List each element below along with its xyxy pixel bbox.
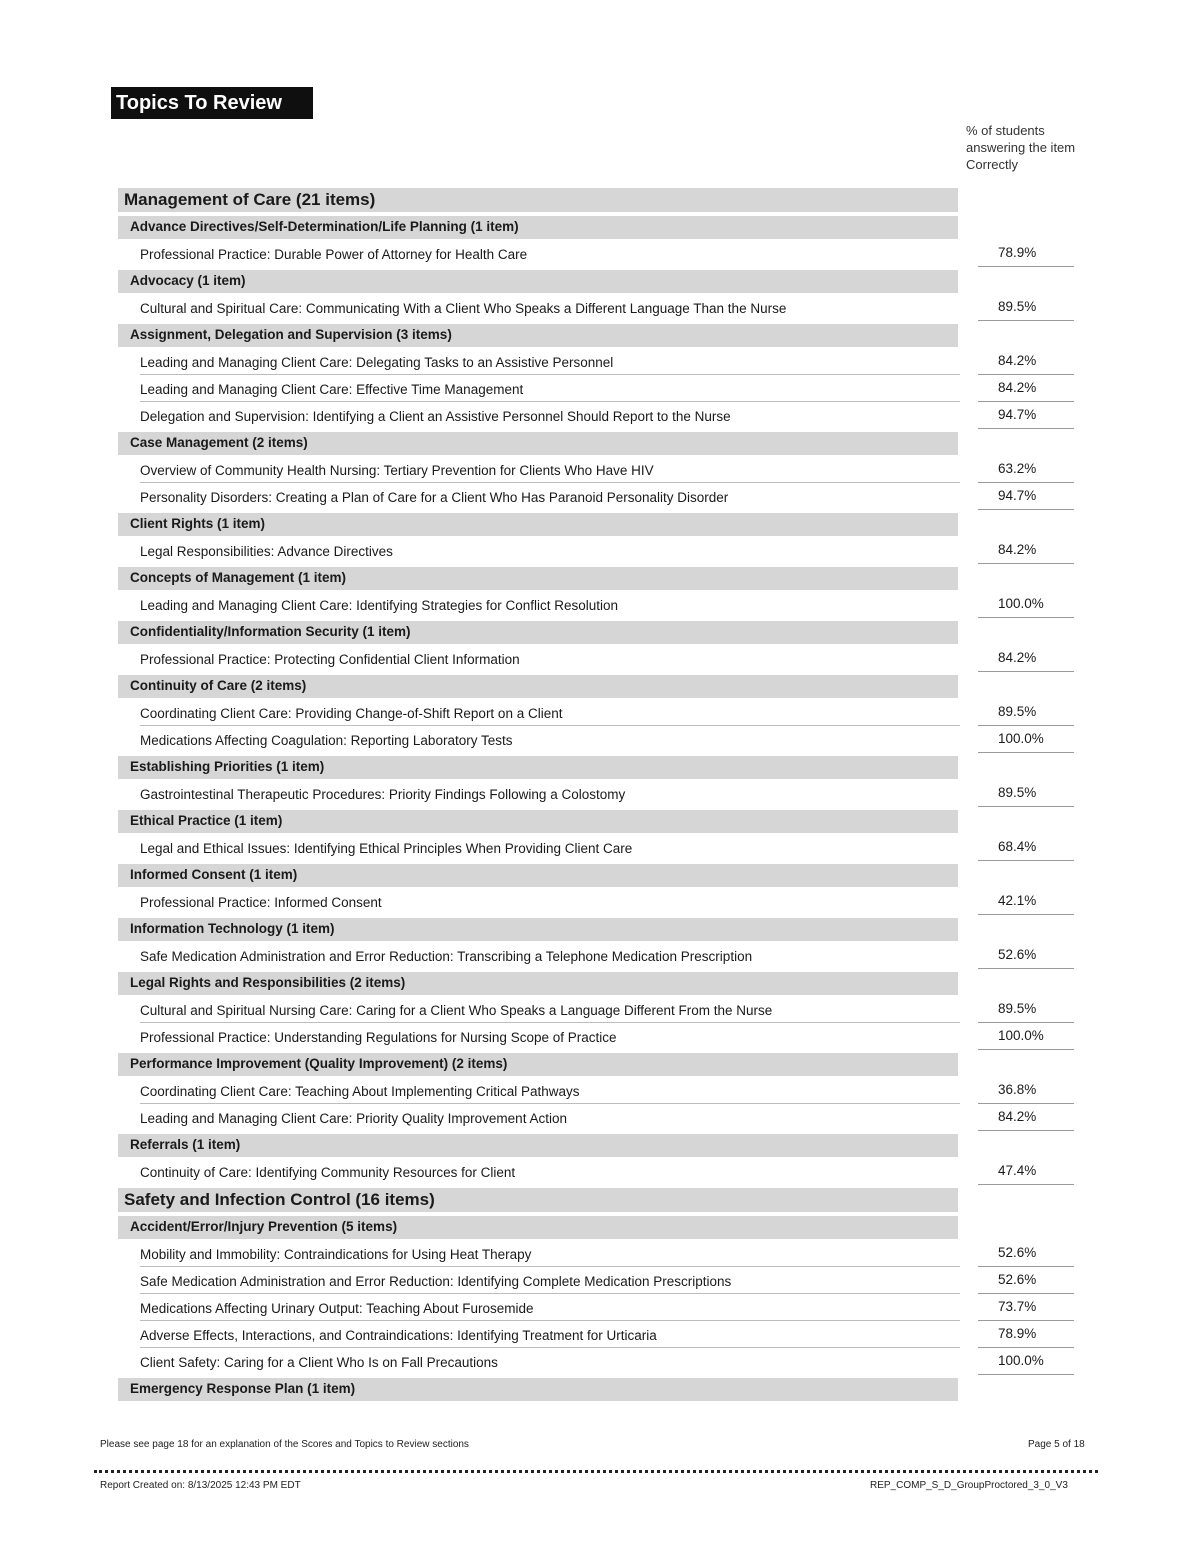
topic-percent: 89.5% [998,1001,1037,1016]
subcategory-label: Referrals (1 item) [130,1137,241,1152]
subcategory-row [118,1214,1078,1241]
topic-percent: 89.5% [998,299,1037,314]
topic-row [118,727,1078,754]
row-divider [140,1266,960,1267]
report-code: REP_COMP_S_D_GroupProctored_3_0_V3 [870,1480,1068,1491]
topic-label: Professional Practice: Durable Power of Attorney for Health Care [140,247,528,262]
topic-percent: 78.9% [998,245,1037,260]
percent-underline [978,1320,1074,1321]
topic-row [118,1268,1078,1295]
topic-label: Cultural and Spiritual Nursing Care: Caring for a Client Who Speaks a Language Different From the Nurse [140,1003,773,1018]
column-header: % of students answering the item Correctly [966,123,1076,172]
category-row [118,1186,1078,1214]
footer-divider [94,1470,1098,1473]
topic-percent: 100.0% [998,596,1044,611]
subcategory-row [118,673,1078,700]
topic-row [118,1241,1078,1268]
topic-label: Mobility and Immobility: Contraindications for Using Heat Therapy [140,1247,532,1262]
topic-row [118,376,1078,403]
percent-underline [978,1347,1074,1348]
topic-label: Delegation and Supervision: Identifying a Client an Assistive Personnel Should Report to the Nurse [140,409,731,424]
topics-table [118,186,1078,1403]
topic-row [118,403,1078,430]
topic-row [118,1322,1078,1349]
topic-percent: 84.2% [998,380,1037,395]
footer-note: Please see page 18 for an explanation of the Scores and Topics to Review sections [100,1439,469,1450]
category-row [118,186,1078,214]
topic-percent: 84.2% [998,542,1037,557]
percent-underline [978,1103,1074,1104]
subcategory-label: Accident/Error/Injury Prevention (5 items) [130,1219,398,1234]
subcategory-row [118,754,1078,781]
percent-underline [978,1293,1074,1294]
topic-label: Gastrointestinal Therapeutic Procedures: Priority Findings Following a Colostomy [140,787,626,802]
subcategory-label: Ethical Practice (1 item) [130,813,283,828]
subcategory-row [118,511,1078,538]
topic-row [118,1024,1078,1051]
topic-percent: 52.6% [998,1272,1037,1287]
percent-underline [978,374,1074,375]
topic-row [118,592,1078,619]
topic-label: Leading and Managing Client Care: Delegating Tasks to an Assistive Personnel [140,355,614,370]
subcategory-row [118,430,1078,457]
row-divider [140,374,960,375]
subcategory-row [118,1376,1078,1403]
topic-label: Legal Responsibilities: Advance Directives [140,544,393,559]
topic-percent: 100.0% [998,1028,1044,1043]
percent-underline [978,482,1074,483]
topic-row [118,538,1078,565]
percent-underline [978,860,1074,861]
row-divider [140,401,960,402]
topic-percent: 89.5% [998,785,1037,800]
topic-row [118,241,1078,268]
percent-underline [978,752,1074,753]
subcategory-label: Assignment, Delegation and Supervision (3 items) [130,327,452,342]
topic-label: Legal and Ethical Issues: Identifying Ethical Principles When Providing Client Care [140,841,633,856]
topic-row [118,1159,1078,1186]
row-divider [140,725,960,726]
subcategory-label: Advocacy (1 item) [130,273,246,288]
topic-row [118,484,1078,511]
topic-label: Personality Disorders: Creating a Plan of Care for a Client Who Has Paranoid Personality Disorder [140,490,729,505]
category-label: Management of Care (21 items) [124,190,376,209]
topic-label: Leading and Managing Client Care: Priority Quality Improvement Action [140,1111,567,1126]
topic-label: Overview of Community Health Nursing: Tertiary Prevention for Clients Who Have HIV [140,463,654,478]
topic-percent: 63.2% [998,461,1037,476]
subcategory-label: Emergency Response Plan (1 item) [130,1381,356,1396]
row-divider [140,1320,960,1321]
topic-row [118,457,1078,484]
topic-row [118,646,1078,673]
subcategory-row [118,1132,1078,1159]
topic-row [118,1105,1078,1132]
topic-label: Cultural and Spiritual Care: Communicating With a Client Who Speaks a Different Language Than the Nurse [140,301,787,316]
topic-percent: 73.7% [998,1299,1037,1314]
topic-percent: 94.7% [998,407,1037,422]
row-divider [140,482,960,483]
topic-row [118,997,1078,1024]
topic-label: Coordinating Client Care: Teaching About Implementing Critical Pathways [140,1084,580,1099]
topic-row [118,1349,1078,1376]
percent-underline [978,1130,1074,1131]
percent-underline [978,401,1074,402]
subcategory-row [118,916,1078,943]
subcategory-label: Continuity of Care (2 items) [130,678,307,693]
subcategory-label: Case Management (2 items) [130,435,308,450]
row-divider [140,1293,960,1294]
topic-label: Client Safety: Caring for a Client Who Is on Fall Precautions [140,1355,498,1370]
topic-row [118,295,1078,322]
percent-underline [978,428,1074,429]
topic-label: Coordinating Client Care: Providing Change-of-Shift Report on a Client [140,706,563,721]
row-divider [140,1103,960,1104]
report-created: Report Created on: 8/13/2025 12:43 PM EDT [100,1480,301,1491]
percent-underline [978,968,1074,969]
topic-label: Professional Practice: Protecting Confidential Client Information [140,652,520,667]
topic-label: Continuity of Care: Identifying Community Resources for Client [140,1165,516,1180]
topic-percent: 52.6% [998,1245,1037,1260]
subcategory-bar [118,1134,958,1157]
topic-percent: 100.0% [998,731,1044,746]
percent-underline [978,563,1074,564]
percent-underline [978,1022,1074,1023]
percent-underline [978,806,1074,807]
percent-underline [978,320,1074,321]
topic-percent: 84.2% [998,353,1037,368]
page-title: Topics To Review [111,87,313,119]
topic-row [118,781,1078,808]
topic-row [118,943,1078,970]
subcategory-label: Performance Improvement (Quality Improvement) (2 items) [130,1056,508,1071]
topic-label: Medications Affecting Urinary Output: Teaching About Furosemide [140,1301,534,1316]
topic-label: Leading and Managing Client Care: Effective Time Management [140,382,524,397]
percent-underline [978,1049,1074,1050]
subcategory-row [118,970,1078,997]
topic-percent: 42.1% [998,893,1037,908]
subcategory-row [118,268,1078,295]
percent-underline [978,671,1074,672]
subcategory-row [118,862,1078,889]
subcategory-row [118,619,1078,646]
topic-row [118,1078,1078,1105]
percent-underline [978,617,1074,618]
subcategory-label: Establishing Priorities (1 item) [130,759,325,774]
subcategory-label: Confidentiality/Information Security (1 item) [130,624,411,639]
topic-percent: 68.4% [998,839,1037,854]
topic-label: Adverse Effects, Interactions, and Contraindications: Identifying Treatment for Urticaria [140,1328,657,1343]
topic-percent: 84.2% [998,1109,1037,1124]
subcategory-label: Informed Consent (1 item) [130,867,298,882]
subcategory-label: Information Technology (1 item) [130,921,335,936]
percent-underline [978,266,1074,267]
subcategory-label: Legal Rights and Responsibilities (2 items) [130,975,406,990]
subcategory-row [118,322,1078,349]
row-divider [140,1347,960,1348]
topic-percent: 84.2% [998,650,1037,665]
percent-underline [978,1184,1074,1185]
topic-label: Professional Practice: Understanding Regulations for Nursing Scope of Practice [140,1030,617,1045]
topic-row [118,835,1078,862]
subcategory-row [118,214,1078,241]
percent-underline [978,1266,1074,1267]
subcategory-label: Client Rights (1 item) [130,516,266,531]
percent-underline [978,725,1074,726]
subcategory-label: Concepts of Management (1 item) [130,570,347,585]
percent-underline [978,1374,1074,1375]
topic-row [118,1295,1078,1322]
percent-underline [978,914,1074,915]
topic-percent: 47.4% [998,1163,1037,1178]
category-label: Safety and Infection Control (16 items) [124,1190,435,1209]
topic-row [118,700,1078,727]
topic-row [118,349,1078,376]
topic-percent: 52.6% [998,947,1037,962]
subcategory-row [118,565,1078,592]
topic-percent: 89.5% [998,704,1037,719]
topic-percent: 78.9% [998,1326,1037,1341]
subcategory-row [118,808,1078,835]
subcategory-label: Advance Directives/Self-Determination/Life Planning (1 item) [130,219,519,234]
topic-label: Safe Medication Administration and Error Reduction: Transcribing a Telephone Medication Prescription [140,949,753,964]
page-number: Page 5 of 18 [1028,1439,1085,1450]
topic-row [118,889,1078,916]
topic-label: Safe Medication Administration and Error Reduction: Identifying Complete Medication Prescriptions [140,1274,732,1289]
row-divider [140,1022,960,1023]
topic-percent: 100.0% [998,1353,1044,1368]
subcategory-row [118,1051,1078,1078]
percent-underline [978,509,1074,510]
topic-label: Professional Practice: Informed Consent [140,895,382,910]
topic-percent: 36.8% [998,1082,1037,1097]
topic-label: Medications Affecting Coagulation: Reporting Laboratory Tests [140,733,513,748]
topic-label: Leading and Managing Client Care: Identifying Strategies for Conflict Resolution [140,598,619,613]
topic-percent: 94.7% [998,488,1037,503]
